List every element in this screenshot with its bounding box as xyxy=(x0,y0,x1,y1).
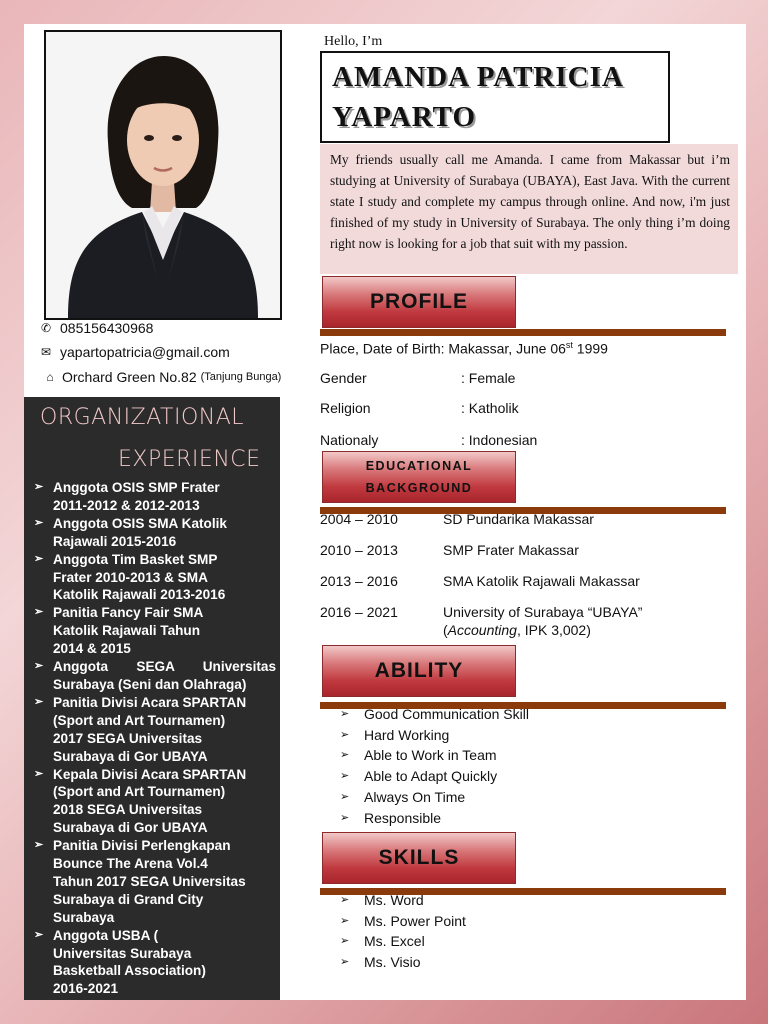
list-item: ➢ Anggota SEGA Universitas Surabaya (Seni dan Olahraga) xyxy=(34,659,276,692)
resume-page xyxy=(24,24,746,1000)
list-item: ➢ Responsible xyxy=(340,808,529,829)
name-box xyxy=(320,51,670,143)
nationality-value: : Indonesian xyxy=(461,432,538,448)
education-school: SMP Frater Makassar xyxy=(443,542,579,558)
list-item: ➢ Able to Work in Team xyxy=(340,745,529,766)
arrow-bullet-icon: ➢ xyxy=(340,956,350,969)
list-item: ➢ Anggota OSIS SMP Frater 2011-2012 & 2012-2013 xyxy=(34,480,220,513)
person-portrait-image xyxy=(46,32,280,318)
education-years: 2016 – 2021 xyxy=(320,604,398,620)
arrow-bullet-icon: ➢ xyxy=(340,749,350,762)
religion-value: : Katholik xyxy=(461,400,519,416)
skills-list xyxy=(340,890,466,973)
list-item: ➢ Able to Adapt Quickly xyxy=(340,766,529,787)
list-item: ➢ Anggota USBA ( Universitas Surabaya Basketball Association) 2016-2021 xyxy=(34,927,206,997)
contact-phone xyxy=(38,320,153,336)
phone-icon: ✆ xyxy=(40,321,52,335)
arrow-bullet-icon: ➢ xyxy=(34,839,44,852)
education-school: University of Surabaya “UBAYA” xyxy=(443,604,643,620)
arrow-bullet-icon: ➢ xyxy=(34,660,44,673)
mail-icon: ✉ xyxy=(40,345,52,359)
arrow-bullet-icon: ➢ xyxy=(340,790,350,803)
name-line-1: AMANDA PATRICIA xyxy=(332,61,624,93)
section-divider xyxy=(320,329,726,336)
name-line-2: YAPARTO xyxy=(332,101,477,133)
address-note: (Tanjung Bunga) xyxy=(200,371,282,383)
arrow-bullet-icon: ➢ xyxy=(34,552,44,565)
profile-photo xyxy=(44,30,282,320)
list-item: ➢ Anggota OSIS SMA Katolik Rajawali 2015-2016 xyxy=(34,515,227,549)
list-item: ➢ Ms. Power Point xyxy=(340,911,466,932)
organizational-experience-panel: ORGANIZATIONAL EXPERIENCE ➢ Anggota OSIS SMP Frater 2011-2012 & 2012-2013 ➢ Anggota OSIS SMA Katolik Rajawali 2015-2016 ➢ Anggota Tim Basket SMP Frater 2010-2013 & SMA Katolik Rajawali 2013-2016 ➢ Panitia Fancy Fair SMA Katolik Rajawali Tahun 2014 & 2015 ➢ Anggota SEGA Universitas Surabaya (Seni dan Olahraga) ➢ Panitia Divisi Acara SPARTAN (Sport and Art Tournamen) 2017 SEGA Universitas Surabaya di Gor UBAYA ➢ Kepala Divisi Acara SPARTAN (Sport and Art Tournamen) 2018 SEGA Universitas Surabaya di Gor UBAYA ➢ Panitia Divisi Perlengkapan Bounce The Arena Vol.4 Tahun 2017 SEGA Universitas Surabaya di Grand City Surabaya ➢ Anggota USBA ( Universitas Surabaya Basketball Association) 2016-2021 xyxy=(24,397,280,1000)
ability-list xyxy=(340,704,529,828)
arrow-bullet-icon: ➢ xyxy=(34,767,44,780)
arrow-bullet-icon: ➢ xyxy=(340,811,350,824)
phone-number: 085156430968 xyxy=(60,320,154,336)
education-detail: (Accounting, IPK 3,002) xyxy=(443,622,591,638)
ability-section-header: ABILITY xyxy=(322,645,516,697)
home-icon: ⌂ xyxy=(46,370,54,384)
educational-background-section-header: EDUCATIONAL BACKGROUND xyxy=(322,451,516,503)
education-school: SD Pundarika Makassar xyxy=(443,511,594,527)
gender-value: : Female xyxy=(461,370,516,386)
education-years: 2013 – 2016 xyxy=(320,573,398,589)
arrow-bullet-icon: ➢ xyxy=(340,770,350,783)
nationality-label: Nationaly xyxy=(320,432,379,448)
gender-label: Gender xyxy=(320,370,367,386)
education-years: 2010 – 2013 xyxy=(320,542,398,558)
religion-label: Religion xyxy=(320,400,371,416)
list-item: ➢ Always On Time xyxy=(340,787,529,808)
email-address: yapartopatricia@gmail.com xyxy=(60,344,230,360)
list-item: ➢ Ms. Excel xyxy=(340,931,466,952)
address-text: Orchard Green No.82 xyxy=(62,369,197,385)
list-item: ➢ Good Communication Skill xyxy=(340,704,529,725)
arrow-bullet-icon: ➢ xyxy=(340,935,350,948)
contact-address xyxy=(38,369,281,385)
arrow-bullet-icon: ➢ xyxy=(34,516,44,529)
education-school: SMA Katolik Rajawali Makassar xyxy=(443,573,640,589)
arrow-bullet-icon: ➢ xyxy=(340,728,350,741)
list-item: ➢ Ms. Word xyxy=(340,890,466,911)
list-item: ➢ Panitia Divisi Acara SPARTAN (Sport and Art Tournamen) 2017 SEGA Universitas Surabaya di Gor UBAYA xyxy=(34,694,247,764)
birth-info: Place, Date of Birth: Makassar, June 06st 1999 xyxy=(320,340,608,357)
list-item: ➢ Ms. Visio xyxy=(340,952,466,973)
list-item: ➢ Kepala Divisi Acara SPARTAN (Sport and Art Tournamen) 2018 SEGA Universitas Surabaya di Gor UBAYA xyxy=(34,766,247,836)
arrow-bullet-icon: ➢ xyxy=(34,695,44,708)
greeting-text: Hello, I’m xyxy=(324,34,383,49)
arrow-bullet-icon: ➢ xyxy=(340,708,350,720)
arrow-bullet-icon: ➢ xyxy=(34,928,44,941)
intro-paragraph: My friends usually call me Amanda. I came from Makassar but i’m studying at University of Surabaya (UBAYA), East Java. With the current state I study and complete my campus through online. And now, i'm just finished of my study in University of Surabaya. The only thing i’m doing right now is looking for a job that suit with my passion. xyxy=(320,144,738,274)
skills-section-header: SKILLS xyxy=(322,832,516,884)
education-years: 2004 – 2010 xyxy=(320,511,398,527)
organizational-experience-list xyxy=(34,479,276,998)
list-item: ➢ Anggota Tim Basket SMP Frater 2010-2013 & SMA Katolik Rajawali 2013-2016 xyxy=(34,551,226,603)
arrow-bullet-icon: ➢ xyxy=(34,481,44,493)
arrow-bullet-icon: ➢ xyxy=(340,894,350,906)
list-item: ➢ Panitia Fancy Fair SMA Katolik Rajawali Tahun 2014 & 2015 xyxy=(34,605,204,657)
contact-email xyxy=(38,344,230,360)
profile-section-header: PROFILE xyxy=(322,276,516,328)
arrow-bullet-icon: ➢ xyxy=(34,606,44,619)
list-item: ➢ Panitia Divisi Perlengkapan Bounce The Arena Vol.4 Tahun 2017 SEGA Universitas Surabaya di Grand City Surabaya xyxy=(34,838,246,925)
arrow-bullet-icon: ➢ xyxy=(340,914,350,927)
list-item: ➢ Hard Working xyxy=(340,725,529,746)
